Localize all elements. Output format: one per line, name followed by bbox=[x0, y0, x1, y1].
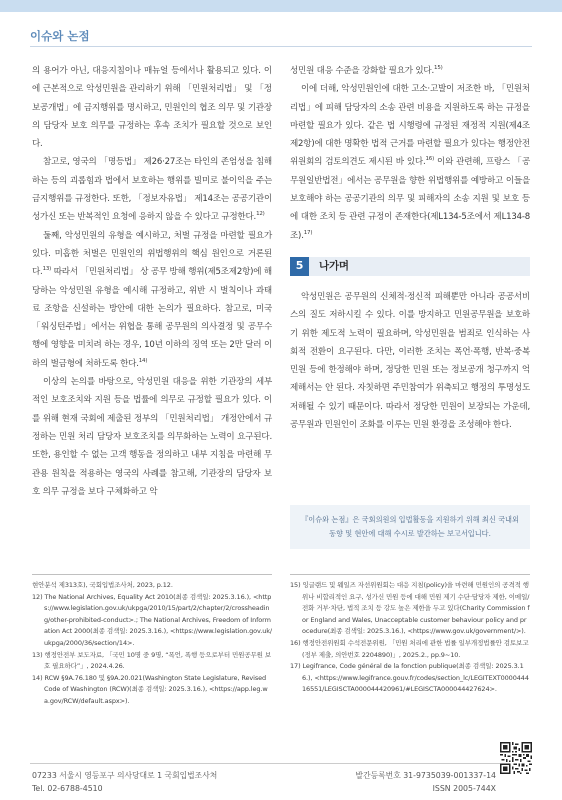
section-heading bbox=[290, 257, 530, 276]
footnote-divider-left bbox=[32, 574, 272, 575]
page-header-title: 이슈와 논점 bbox=[30, 29, 90, 43]
footer-divider bbox=[30, 763, 532, 764]
footnote-ref: 14) bbox=[138, 357, 148, 364]
footnote-item: 17) Legifrance, Code général de la fonction publique(최종 검색일: 2025.3.16.), <https://www.legifrance.gouv.fr/codes/section_lc/LEGITEXT000044416551/LEGISCTA000044420961/#LEGISCTA000044427624>. bbox=[290, 662, 529, 694]
footnote-divider-right bbox=[290, 574, 530, 575]
footnote-ref: 13) bbox=[42, 266, 52, 273]
footnote-item: 14) RCW §9A.76.180 및 §9A.20.021(Washington State Legislature, Revised Code of Washington (RCW)(최종 검색일: 2025.3.16.), <https://app.leg.wa.gov/RCW/default.aspx>). bbox=[32, 673, 268, 705]
footnote-ref: 16) bbox=[425, 156, 435, 163]
footnote-item: 13) 행정안전부 보도자료, 「국민 10명 중 9명, “폭언, 폭행 등으로부터 민원공무원 보호 필요하다”」, 2024.4.26. bbox=[32, 650, 271, 671]
footnote-item: 12) The National Archives, Equality Act 2010(최종 검색일: 2025.3.16.), <https://www.legislation.gov.uk/ukpga/2010/15/part/2/chapter/2/crossheading/other-prohibited-conduct>.; The National Archives, Freedom of Information Act 2000(최종 검색일: 2025.3.16.), <https://www.legislation.gov.uk/ukpga/2000/36/section/14>. bbox=[32, 592, 273, 647]
top-color-bar bbox=[0, 0, 562, 12]
body-paragraph: 악성민원은 공무원의 신체적·정신적 피해뿐만 아니라 공공서비스의 질도 저하시킬 수 있다. 이를 방지하고 민원공무원을 보호하기 위한 제도적 노력이 필요하며, 악성민원을 범죄로 인식하는 사회적 전환이 요구된다. 다만, 이러한 조치는 폭언·폭행, 반복·중복 민원 등에 한정해야 하며, 정당한 민원 또는 정보공개 청구까지 억제해서는 안 된다. 자칫하면 주민참여가 위축되고 행정의 투명성도 저해될 수 있기 때문이다. 따라서 정당한 민원이 보장되는 가운데, 공무원과 민원인이 조화를 이루는 민원 환경을 조성해야 한다. bbox=[290, 291, 530, 431]
left-column bbox=[32, 62, 272, 501]
publication-note: 『이슈와 논점』은 국회의원의 입법활동을 지원하기 위해 최신 국내외 동향 및 현안에 대해 수시로 발간하는 보고서입니다. bbox=[290, 505, 530, 549]
footnote-item: 현안분석 제313호), 국회입법조사처, 2023, p.12. bbox=[32, 581, 173, 589]
right-column bbox=[290, 62, 530, 434]
qr-code-icon[interactable] bbox=[500, 742, 532, 774]
body-paragraph: 의 용어가 아닌, 대응지침이나 매뉴얼 등에서나 활용되고 있다. 이에 근본적으로 악성민원을 관리하기 위해 「민원처리법」 및 「정보공개법」에 금지행위를 명시하고, 민원인의 협조 의무 및 기관장의 담당자 보호 의무를 규정하는 후속 조치가 필요할 것으로 보인다. bbox=[32, 66, 272, 150]
right-column-top-text bbox=[290, 62, 530, 245]
footer-address: 07233 서울시 영등포구 의사당대로 1 국회입법조사처 bbox=[32, 771, 218, 780]
footnote-ref: 12) bbox=[256, 211, 265, 218]
footnote-item: 16) 행정안전위원회 수석전문위원, 「민원 처리에 관한 법률 일부개정법률안 검토보고(정부 제출, 의안번호 2204890)」, 2025.2., pp.9~10. bbox=[290, 638, 529, 659]
body-paragraph: 둘째, 악성민원의 유형을 예시하고, 처벌 규정을 마련할 필요가 있다. 미흡한 처벌은 민원인의 위법행위의 핵심 원인으로 거론된다.$^{13)}$ 따라서 「민원처리법」 상 공무 방해 행위(제5조제2항)에 해당하는 악성민원 유형을 예시해 규정하고, 위반 시 벌칙이나 과태료 조항을 신설하는 방안에 대한 논의가 필요하다. 참고로, 미국 「워싱턴주법」에서는 위협을 통해 공무원의 의사결정 및 공무수행에 영향을 미치려 하는 경우, 10년 이하의 징역 또는 2만 달러 이하의 벌금형에 처하도록 한다.$^{14)}$ bbox=[32, 230, 272, 369]
body-paragraph: 이상의 논의를 바탕으로, 악성민원 대응을 위한 기관장의 세부적인 보호조치와 지원 등을 법률에 의무로 규정할 필요가 있다. 이를 위해 현재 국회에 제출된 정부의 「민원처리법」 개정안에서 규정하는 민원 처리 담당자 보호조치를 의무화하는 노력이 요구된다. 또한, 용인할 수 없는 고객 행동을 정의하고 내부 지침을 마련해 무관용 원칙을 적용하는 영국의 사례를 참고해, 기관장의 담당자 보호 의무 규정을 보다 구체화하고 악 bbox=[32, 377, 272, 497]
footer-issn: ISSN 2005-744X bbox=[432, 784, 496, 793]
footnote-ref: 15) bbox=[434, 65, 443, 71]
footnotes-left bbox=[32, 580, 272, 708]
body-paragraph: 성민원 대응 수준을 강화할 필요가 있다.$^{15)}$ bbox=[290, 65, 443, 76]
footer-registration-number: 발간등록번호 31-9735039-001337-14 bbox=[355, 771, 496, 780]
footnotes-right bbox=[290, 580, 530, 696]
body-paragraph: 참고로, 영국의 「명등법」 제26·27조는 타인의 존엄성을 침해하는 등의 괴롭힘과 법에서 보호하는 행위를 빌미로 불이익을 주는 금지행위를 규정한다. 또한, 「정보자유법」 제14조는 공공기관이 성가신 또는 반복적인 요청에 응하지 않을 수 있다고 규정한다.$^{12)}$ bbox=[32, 157, 272, 223]
section-title: 나가며 bbox=[309, 257, 530, 276]
footer-address-block bbox=[32, 769, 217, 795]
footnote-ref: 17) bbox=[303, 229, 313, 236]
footer-tel: Tel. 02-6788-4510 bbox=[32, 784, 103, 793]
footer-registration-block bbox=[290, 769, 496, 795]
section-number: 5 bbox=[290, 257, 309, 276]
header-divider bbox=[30, 46, 532, 47]
footnote-item: 15) 잉글랜드 및 웨일즈 자선위원회는 대응 지침(policy)을 마련해 민원인의 공격적 행위나 비합리적인 요구, 성가신 민원 등에 대해 민원 제기 수단·담당자 제한, 이메일/전화 거부·차단, 법적 조치 등 강도 높은 제한을 두고 있다(Charity Commission for England and Wales, Unacceptable customer behaviour policy and procedure(최종 검색일: 2025.3.16.), <https://www.gov.uk/government/>). bbox=[290, 581, 530, 636]
right-column-bottom-text bbox=[290, 288, 530, 434]
body-paragraph: 이에 더해, 악성민원인에 대한 고소·고발이 저조한 바, 「민원처리법」에 피해 담당자의 소송 관련 비용을 지원하도록 하는 규정을 마련할 필요가 있다. 같은 법 시행령에 규정된 재정적 지원(제4조제2항)에 대한 명확한 법적 근거를 마련할 필요가 있다는 행정안전위원회의 검토의견도 제시된 바 있다.$^{16)}$ 이와 관련해, 프랑스 「공무원일반법전」에서는 공무원을 향한 위법행위를 예방하고 이들을 보호해야 하는 공공기관의 의무 및 피해자의 소송 지원 및 보호 등에 대한 조치 등 관련 규정이 존재한다(제L134-5조에서 제L134-8조).$^{17)}$ bbox=[290, 84, 530, 241]
